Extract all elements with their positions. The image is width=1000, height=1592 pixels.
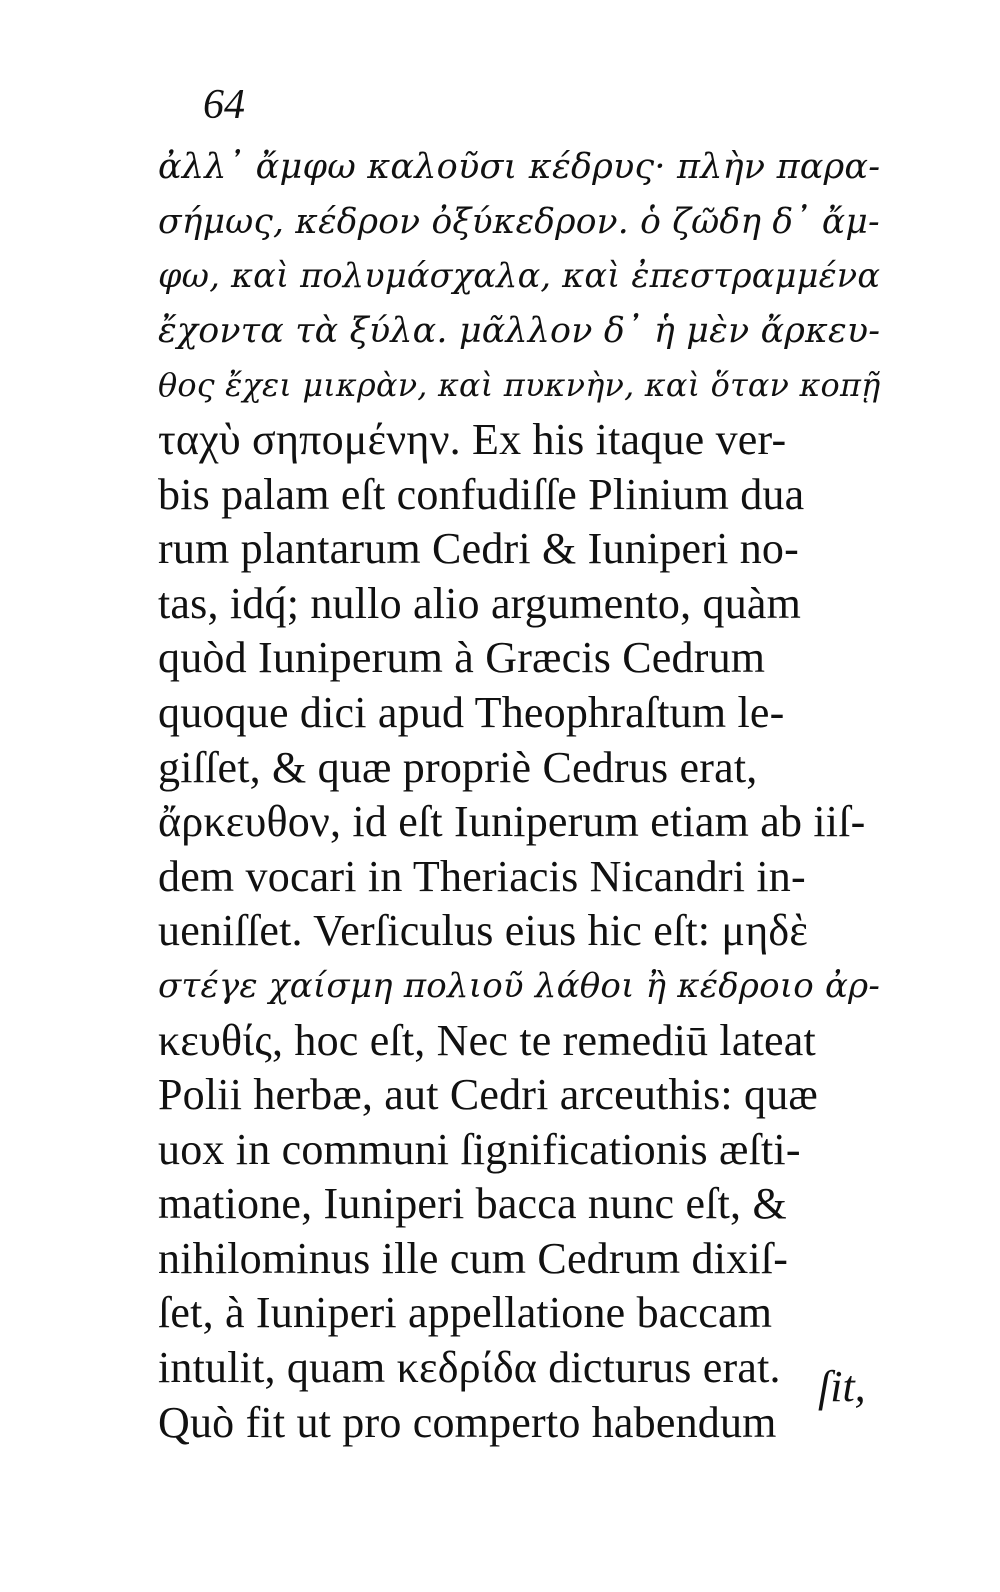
text-line: tas, idq́; nullo alio argumento, quàm [158, 578, 802, 628]
text-line: σήμως, κέδρον ὀξύκεδρον. ὁ ζῶδη δ᾽ ἄμ- [158, 201, 880, 242]
text-line: φω, καὶ πολυμάσχαλα, καὶ ἐπεστραμμένα [158, 256, 881, 296]
text-line: quoque dici apud Theophraſtum le- [158, 687, 785, 737]
text-line: giſſet, & quæ propriè Cedrus erat, [158, 742, 758, 792]
text-line: nihilominus ille cum Cedrum dixiſ- [158, 1233, 789, 1283]
body-text [158, 140, 880, 1450]
text-line: Polii herbæ, aut Cedri arceuthis: quæ [158, 1070, 818, 1120]
text-line: dem vocari in Theriacis Nicandri in- [158, 851, 806, 901]
text-line: uox in communi ſignificationis æſti- [158, 1124, 801, 1174]
text-line: ἄρκευθον, id eſt Iuniperum etiam ab iiſ- [158, 797, 866, 847]
text-line: ueniſſet. Verſiculus eius hic eſt: μηδὲ [158, 906, 809, 956]
text-line: ταχὺ σηπομένην. Ex his itaque ver- [158, 414, 787, 464]
page-number: 64 [203, 82, 245, 128]
text-line: intulit, quam κεδρίδα dicturus erat. [158, 1343, 781, 1393]
text-line: ἀλλ᾽ ἄμφω καλοῦσι κέδρυς· πλὴν παρα- [158, 146, 881, 187]
text-line: θος ἔχει μικρὰν, καὶ πυκνὴν, καὶ ὅταν κοπῇ [158, 366, 881, 405]
text-line: στέγε χαίσμη πολιοῦ λάθοι ἢ κέδροιο ἀρ- [158, 965, 881, 1006]
text-line: quòd Iuniperum à Græcis Cedrum [158, 633, 766, 683]
text-line: Quò fit ut pro comperto habendum [158, 1397, 777, 1447]
catchword: ſit, [818, 1362, 866, 1411]
text-line: ſet, à Iuniperi appellatione baccam [158, 1288, 773, 1338]
text-line: rum plantarum Cedri & Iuniperi no- [158, 524, 799, 574]
text-line: κευθίς, hoc eſt, Nec te remediū lateat [158, 1015, 816, 1065]
text-line: ἔχοντα τὰ ξύλα. μᾶλλον δ᾽ ἡ μὲν ἄρκευ- [158, 310, 881, 351]
text-line: bis palam eſt confudiſſe Plinium dua [158, 469, 805, 519]
text-line: matione, Iuniperi bacca nunc eſt, & [158, 1179, 787, 1229]
